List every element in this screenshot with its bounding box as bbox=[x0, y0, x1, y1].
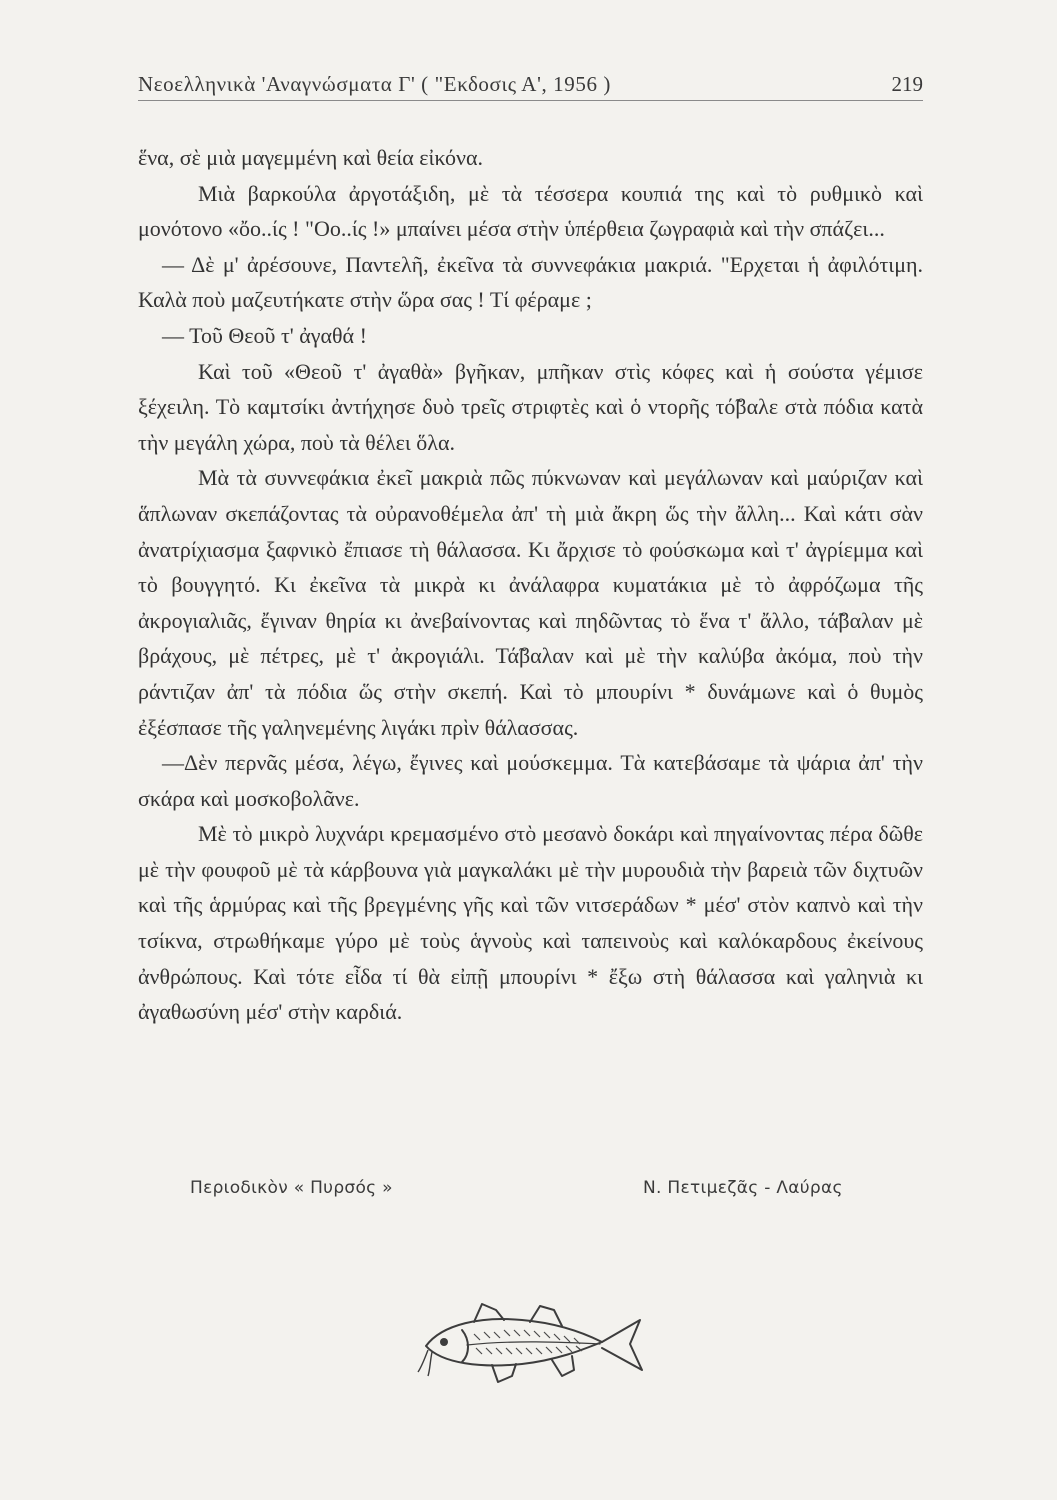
paragraph: Μὰ τὰ συννεφάκια ἐκεῖ μακριὰ πῶς πύκνωναν καὶ μεγάλωναν καὶ μαύριζαν καὶ ἅπλωναν σκεπάζοντας τὰ οὐρανοθέμελα ἀπ' τὴ μιὰ ἄκρη ὥς τὴν ἄλλη... Καὶ κάτι σὰν ἀνατρίχιασμα ξαφνικὸ ἔπιασε τὴ θάλασσα. Κι ἄρχισε τὸ φούσκωμα καὶ τ' ἀγρίεμμα καὶ τὸ βουγγητό. Κι ἐκεῖνα τὰ μικρὰ κι ἀνάλαφρα κυματάκια μὲ τὸ ἀφρόζωμα τῆς ἀκρογιαλιᾶς, ἔγιναν θηρία κι ἀνεβαίνοντας καὶ πηδῶντας τὸ ἕνα τ' ἄλλο, τά̃βαλαν μὲ βράχους, μὲ πέτρες, μὲ τ' ἀκρογιάλι. Τά̃βαλαν καὶ μὲ τὴν καλύβα ἀκόμα, ποὺ τὴν ράντιζαν ἀπ' τὰ πόδια ὥς στὴν σκεπή. Καὶ τὸ μπουρίνι * δυνάμωνε καὶ ὁ θυμὸς ἐξέσπασε τῆς γαληνεμένης λιγάκι πρὶν θάλασσας. bbox=[138, 465, 923, 740]
author-credit: Ν. Πετιμεζᾶς - Λαύρας bbox=[643, 1178, 843, 1198]
source-credit: Περιοδικὸν « Πυρσός » bbox=[190, 1178, 393, 1198]
dialogue-line: — Τοῦ Θεοῦ τ' ἀγαθά ! bbox=[162, 322, 367, 348]
paragraph: Καὶ τοῦ «Θεοῦ τ' ἀγαθὰ» βγῆκαν, μπῆκαν στὶς κόφες καὶ ἡ σούστα γέμισε ξέχειλη. Τὸ καμτσίκι ἀντήχησε δυὸ τρεῖς στριφτὲς καὶ ὁ ντορῆς τό̃βαλε στὰ πόδια κατὰ τὴν μεγάλη χώρα, ποὺ τὰ θέλει ὅλα. bbox=[138, 358, 923, 455]
running-head-title: Νεοελληνικὰ 'Αναγνώσματα Γ' ( "Εκδοσις Α', 1956 ) bbox=[138, 72, 612, 96]
dialogue-line: — Δὲ μ' ἀρέσουνε, Παντελῆ, ἐκεῖνα τὰ συννεφάκια μακριά. "Ερχεται ἡ ἀφιλότιμη. Καλὰ ποὺ μαζευτήκατε στὴν ὥρα σας ! Τί φέραμε ; bbox=[138, 251, 923, 313]
paragraph: ἕνα, σὲ μιὰ μαγεμμένη καὶ θεία εἰκόνα. bbox=[138, 145, 484, 170]
dialogue-line: —Δὲν περνᾶς μέσα, λέγω, ἔγινες καὶ μούσκεμμα. Τὰ κατεβάσαμε τὰ ψάρια ἀπ' τὴν σκάρα καὶ μοσκοβολᾶνε. bbox=[138, 750, 923, 811]
page-number: 219 bbox=[891, 72, 923, 96]
body-text bbox=[138, 140, 923, 1030]
fish-illustration bbox=[412, 1290, 652, 1400]
paragraph: Μὲ τὸ μικρὸ λυχνάρι κρεμασμένο στὸ μεσανὸ δοκάρι καὶ πηγαίνοντας πέρα δῶθε μὲ τὴν φουφοῦ μὲ τὰ κάρβουνα γιὰ μαγκαλάκι μὲ τὴν μυρουδιὰ τὴν βαρειὰ τῶν διχτυῶν καὶ τῆς ἁρμύρας καὶ τῆς βρεγμένης γῆς καὶ τῶν νιτσεράδων * μέσ' στὸν καπνὸ καὶ τὴν τσίκνα, στρωθήκαμε γύρο μὲ τοὺς ἁγνοὺς καὶ ταπεινοὺς καὶ καλόκαρδους ἐκείνους ἀνθρώπους. Καὶ τότε εἶδα τί θὰ εἰπῇ μπουρίνι * ἔξω στὴ θάλασσα καὶ γαληνιὰ κι ἀγαθωσύνη μέσ' στὴν καρδιά. bbox=[138, 821, 923, 1025]
paragraph: Μιὰ βαρκούλα ἀργοτάξιδη, μὲ τὰ τέσσερα κουπιά της καὶ τὸ ρυθμικὸ καὶ μονότονο «ὄο..ίς ! "Οο..ίς !» μπαίνει μέσα στὴν ὑπέρθεια ζωγραφιὰ καὶ τὴν σπάζει... bbox=[138, 180, 923, 242]
running-head bbox=[138, 72, 923, 101]
